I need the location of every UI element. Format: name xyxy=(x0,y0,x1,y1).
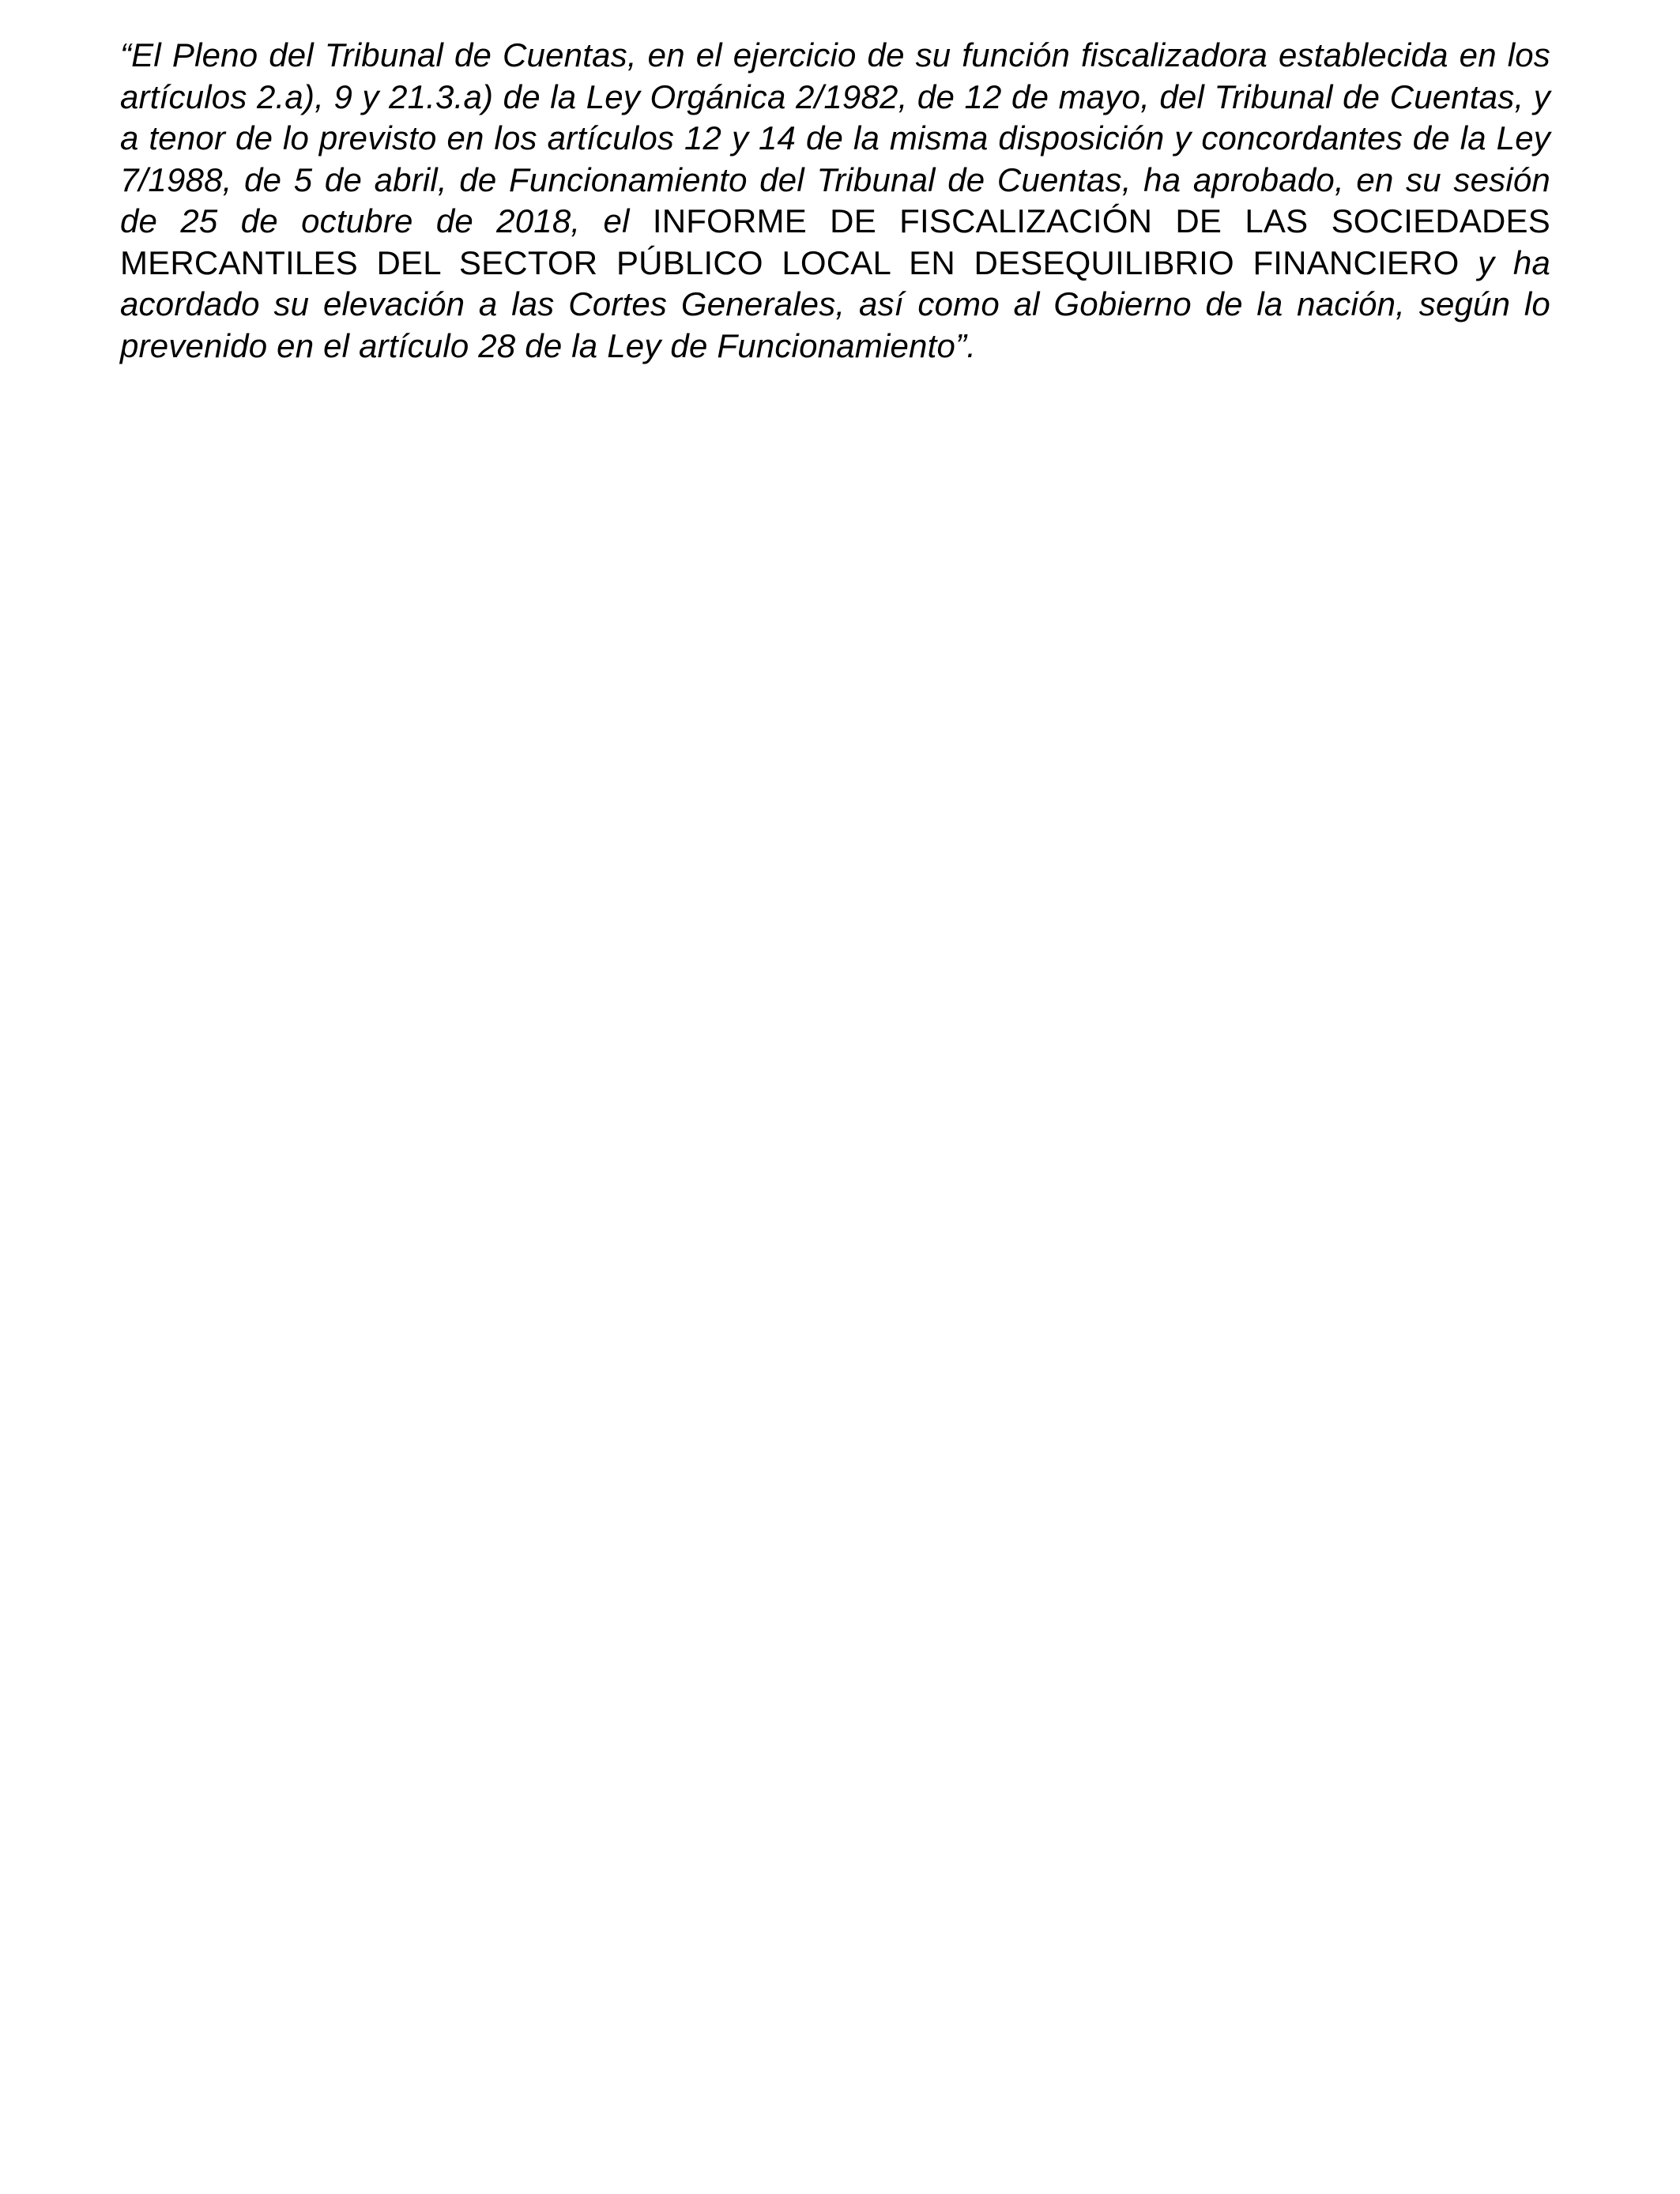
report-title: INFORME DE FISCALIZACIÓN DE LAS SOCIEDADES MERCANTILES DEL SECTOR PÚBLICO LOCAL EN DESEQUILIBRIO FINANCIERO xyxy=(120,202,1550,281)
paragraph-text-closing: y ha acordado su elevación a las Cortes Generales, así como al Gobierno de la nación, según lo prevenido en el artículo 28 de la Ley de Funcionamiento”. xyxy=(120,243,1551,364)
paragraph-text-intro: “El Pleno del Tribunal de Cuentas, en el ejercicio de su función fiscalizadora establecida en los artículos 2.a), 9 y 21.3.a) de la Ley Orgánica 2/1982, de 12 de mayo, del Tribunal de Cuentas, y a tenor de lo previsto en los artículos 12 y 14 de la misma disposición y concordantes de la Ley 7/1988, de 5 de abril, de Funcionamiento del Tribunal de Cuentas, ha aprobado, en su sesión de 25 de octubre de 2018, el xyxy=(120,36,1550,239)
approval-paragraph xyxy=(120,35,1550,367)
